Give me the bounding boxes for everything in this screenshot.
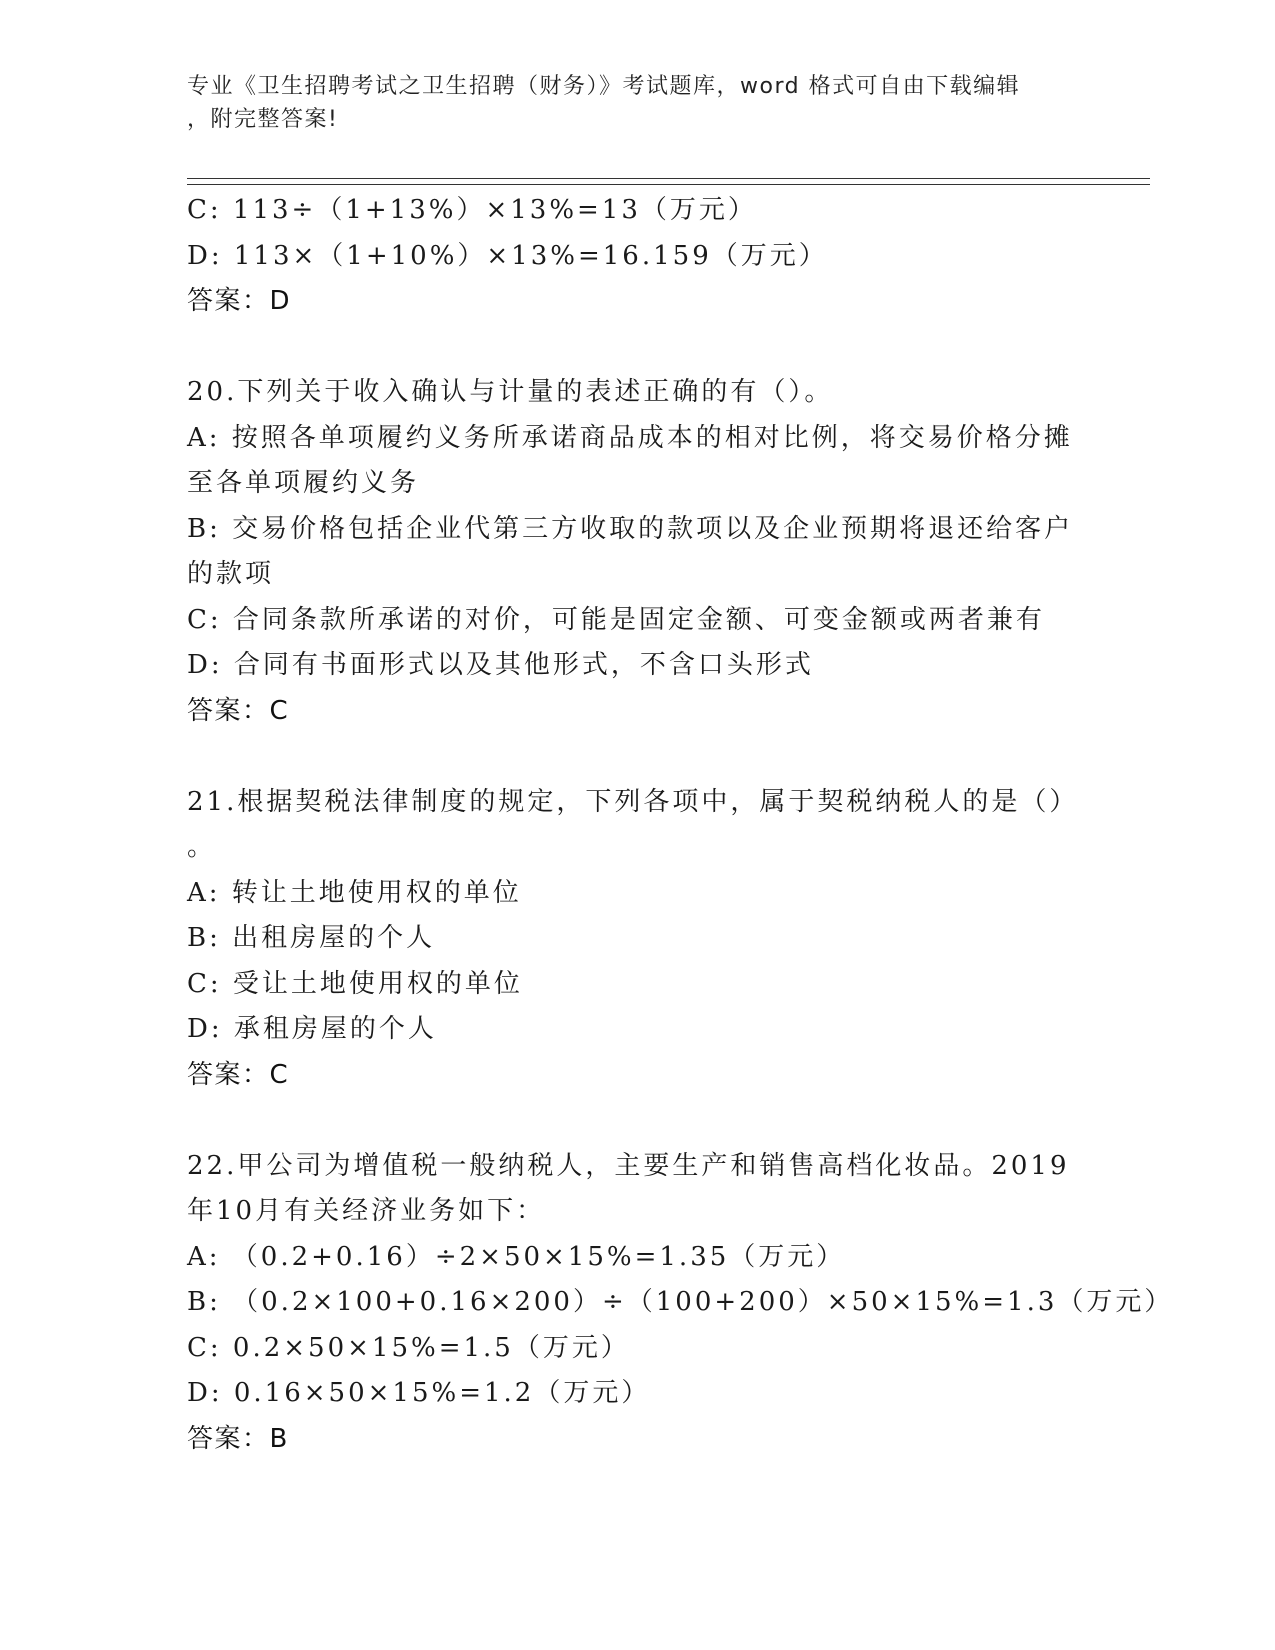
- question-20: [187, 370, 1087, 734]
- question-stem: 20.下列关于收入确认与计量的表述正确的有（）。: [187, 377, 834, 407]
- option-b: B: 出租房屋的个人: [187, 923, 436, 953]
- option-b-continued: 的款项: [187, 559, 275, 589]
- option-a: A: （0.2+0.16）÷2×50×15%=1.35（万元）: [187, 1241, 846, 1272]
- question-stem: 22.甲公司为增值税一般纳税人，主要生产和销售高档化妆品。2019: [187, 1150, 1070, 1181]
- answer-label: 答案：C: [187, 695, 290, 726]
- question-stem: 21.根据契税法律制度的规定，下列各项中，属于契税纳税人的是（）: [187, 786, 1079, 817]
- option-b: B: 交易价格包括企业代第三方收取的款项以及企业预期将退还给客户: [187, 513, 1074, 544]
- option-b: B: （0.2×100+0.16×200）÷（100+200）×50×15%=1.3（万元）: [187, 1287, 1174, 1317]
- question-22: [187, 1144, 1174, 1463]
- answer-label: 答案：B: [187, 1423, 289, 1454]
- option-a: A: 按照各单项履约义务所承诺商品成本的相对比例，将交易价格分摊: [187, 422, 1073, 453]
- header-line-2: ，附完整答案!: [187, 107, 339, 132]
- option-c: C: 受让土地使用权的单位: [187, 968, 523, 999]
- question-19: [187, 188, 1087, 325]
- option-d: D: 113×（1+10%）×13%=16.159（万元）: [187, 240, 828, 271]
- answer-label: 答案：D: [187, 286, 292, 316]
- page-header: [187, 70, 1087, 136]
- header-divider-bottom: [187, 184, 1150, 185]
- answer-label: 答案：C: [187, 1059, 290, 1090]
- option-c: C: 合同条款所承诺的对价，可能是固定金额、可变金额或两者兼有: [187, 604, 1045, 635]
- option-d: D: 合同有书面形式以及其他形式，不含口头形式: [187, 650, 814, 680]
- header-divider-top: [187, 178, 1150, 179]
- option-a-continued: 至各单项履约义务: [187, 468, 420, 498]
- option-a: A: 转让土地使用权的单位: [187, 877, 522, 908]
- question-21: [187, 780, 1087, 1099]
- question-stem-continued: 年10月有关经济业务如下：: [187, 1196, 546, 1226]
- question-stem-continued: 。: [187, 832, 217, 862]
- option-d: D: 承租房屋的个人: [187, 1014, 437, 1044]
- option-c: C: 0.2×50×15%=1.5（万元）: [187, 1332, 630, 1363]
- option-c: C: 113÷（1+13%）×13%=13（万元）: [187, 195, 757, 225]
- header-line-1: 专业《卫生招聘考试之卫生招聘（财务）》考试题库，word 格式可自由下载编辑: [187, 74, 1021, 99]
- option-d: D: 0.16×50×15%=1.2（万元）: [187, 1378, 651, 1408]
- question-list: [187, 188, 1174, 1462]
